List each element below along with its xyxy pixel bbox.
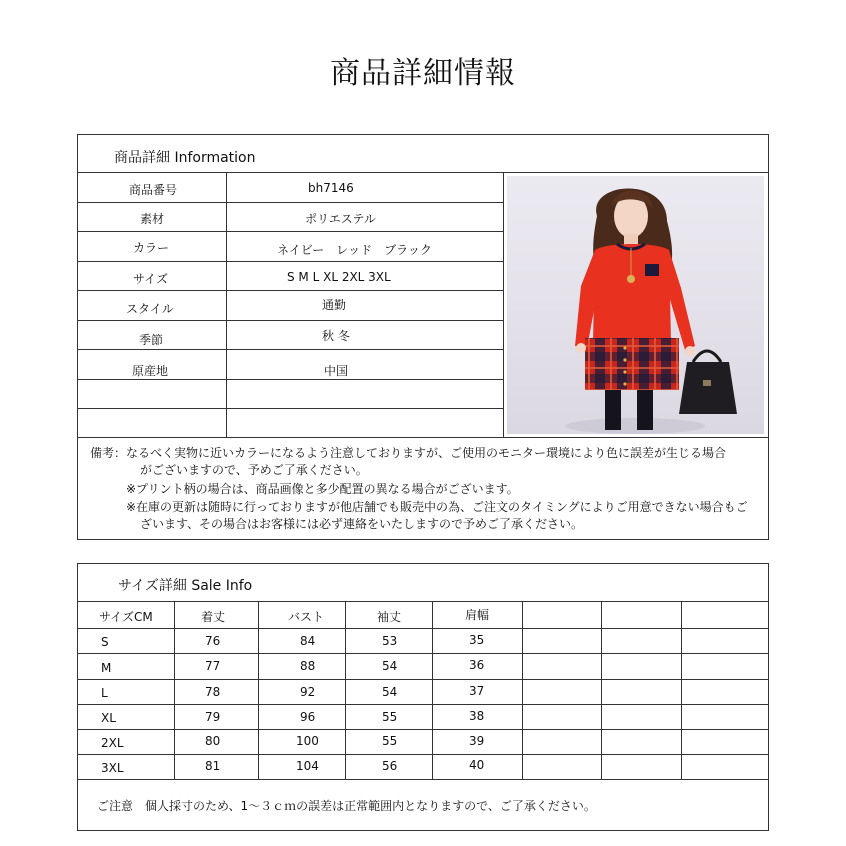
size-row-2XL-bust: 100 xyxy=(296,734,319,748)
size-row-S-length: 76 xyxy=(205,634,221,648)
size-row-L-sleeve: 54 xyxy=(382,685,398,699)
size-row-S-sleeve: 53 xyxy=(382,634,398,648)
info-label-product-number: 商品番号 xyxy=(129,183,178,197)
info-value-material: ポリエステル xyxy=(305,212,376,226)
size-row-3XL-bust: 104 xyxy=(296,759,319,773)
size-row-2XL-size: 2XL xyxy=(101,736,124,750)
size-row-S-shoulder: 35 xyxy=(469,633,485,647)
size-col-length: 着丈 xyxy=(201,610,226,624)
size-row-M-length: 77 xyxy=(205,659,221,673)
info-header: 商品詳細 Information xyxy=(114,150,256,166)
size-row-3XL-length: 81 xyxy=(205,759,221,773)
size-row-2XL-length: 80 xyxy=(205,734,221,748)
size-row-M-sleeve: 54 xyxy=(382,659,398,673)
size-row-3XL-shoulder: 40 xyxy=(469,758,485,772)
size-row-S-bust: 84 xyxy=(300,634,316,648)
size-row-L-bust: 92 xyxy=(300,685,316,699)
size-col-shoulder: 肩幅 xyxy=(465,608,490,622)
info-label-style: スタイル xyxy=(126,302,174,316)
size-row-S-size: S xyxy=(101,635,109,649)
info-label-color: カラー xyxy=(133,241,170,255)
product-photo xyxy=(507,176,764,434)
size-row-3XL-size: 3XL xyxy=(101,761,124,775)
info-label-origin: 原産地 xyxy=(132,364,169,378)
info-note-line-1: 備考：なるべく実物に近いカラーになるよう注意しておりますが、ご使用のモニター環境により色に誤差が生じる場合 xyxy=(90,446,727,460)
info-value-style: 通勤 xyxy=(322,298,347,312)
info-value-color: ネイビー レッド ブラック xyxy=(277,243,432,257)
size-col-sleeve: 袖丈 xyxy=(377,610,402,624)
size-table xyxy=(77,563,769,831)
size-row-L-size: L xyxy=(101,686,108,700)
size-row-2XL-shoulder: 39 xyxy=(469,734,485,748)
info-note-line-5: ざいます、その場合はお客様には必ず連絡をいたしますので予めご了承ください。 xyxy=(140,517,584,531)
size-row-M-size: M xyxy=(101,661,112,675)
size-row-XL-sleeve: 55 xyxy=(382,710,398,724)
info-label-size: サイズ xyxy=(133,272,169,286)
size-row-3XL-sleeve: 56 xyxy=(382,759,398,773)
size-row-M-shoulder: 36 xyxy=(469,658,485,672)
info-note-line-3: ※プリント柄の場合は、商品画像と多少配置の異なる場合がございます。 xyxy=(126,482,519,496)
size-col-bust: バスト xyxy=(288,610,325,624)
model-illustration xyxy=(507,176,764,434)
info-value-size: S M L XL 2XL 3XL xyxy=(287,270,391,284)
size-row-L-shoulder: 37 xyxy=(469,684,485,698)
size-row-M-bust: 88 xyxy=(300,659,316,673)
size-row-XL-size: XL xyxy=(101,711,116,725)
size-col-size: サイズCM xyxy=(99,610,153,624)
info-note-line-2: がございますので、予めご了承ください。 xyxy=(140,463,368,477)
size-row-L-length: 78 xyxy=(205,685,221,699)
size-header: サイズ詳細 Sale Info xyxy=(118,578,253,594)
info-note-line-4: ※在庫の更新は随時に行っておりますが他店舗でも販売中の為、ご注文のタイミングによりご用意できない場合もご xyxy=(126,500,748,514)
size-note: ご注意 個人採寸のため、1～３ｃｍの誤差は正常範囲内となりますので、ご了承ください。 xyxy=(97,799,596,813)
page-title: 商品詳細情報 xyxy=(330,56,516,91)
size-row-XL-bust: 96 xyxy=(300,710,316,724)
size-row-2XL-sleeve: 55 xyxy=(382,734,398,748)
size-row-XL-length: 79 xyxy=(205,710,221,724)
size-row-XL-shoulder: 38 xyxy=(469,709,485,723)
info-value-product-number: bh7146 xyxy=(308,181,354,195)
info-value-season: 秋 冬 xyxy=(322,329,350,343)
info-value-origin: 中国 xyxy=(324,364,349,378)
info-label-season: 季節 xyxy=(139,333,164,347)
info-label-material: 素材 xyxy=(140,212,165,226)
